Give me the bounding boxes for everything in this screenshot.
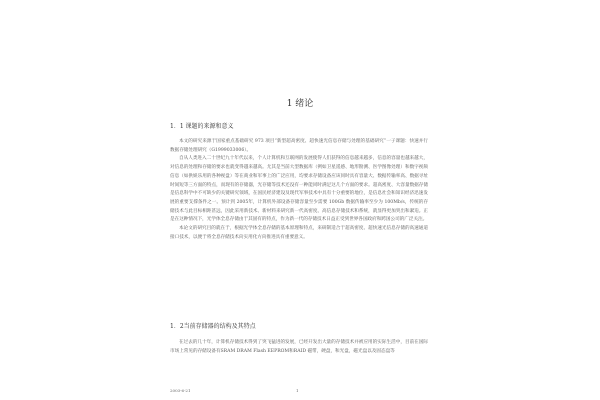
page-number: 1 [296,388,299,393]
section-heading-1-1: 1．1 课题的来源和意义 [170,123,234,130]
section-1-1-body [170,138,428,242]
paragraph: 在过去的几十年，计算机存储技术得到了突飞猛进的发展，已经开发出大量的存储技术并被应用的实际生活中，目前在国际市场上常见的存储设备有SRAM DRAM Flash EEPROM和RAID 磁带，硬盘，和光盘，磁光盘以及固态盘等 [170,340,428,354]
chapter-title: 1 绪论 [286,99,314,109]
paragraph: 本文的研究来源于国家重点基础研究 973 项目“新型超高密度、超快速光信息存储与处理的基础研究”一子课题：快速并行数据存储处理研究（G1999033006）。 [170,139,428,153]
paragraph: 本论文的研究目的就在于，根据光学体全息存储的基本原理和特点，来研制适合于超高密度、超快速光信息存储的高速通道接口技术，以便于将全息存储技术向实用化方向推进具有重要意义。 [170,226,428,240]
paragraph: 自从人类进入二十世纪九十年代以来，个人计算机和互联网的发展使得人们获得的信息越来越多，信息的容量也越来越大，对信息的处理和存储的要求也就变得越来越高。尤其是当前大型数据库（例如卫星遥感、地形勘测、医学图像处理）和数字视频信息（如供娱乐用的各种视盘）等在商业和军事上的广泛应用，均要求存储设备应该同时具有容量大、数据传输率高、数据寻址时间短等三方面的特点，而现有的存储器，光存储等技术还没有一种能同时满足这几个方面的要求。超高密度、大容量数据存储是信息科学中不可缺少的关键研究领域，在国民经济建设及现代军事技术中具有十分重要的地位，是信息社会和知识经济迅速发展的重要支撑条件之一。预计到 2005年，计算机外部设备存储容量至少需要 100Gb 数据传输率至少为 100Mb/s，传统的存储技术与此目标相距甚远，因此采用新技术、新材料来研究新一代高密度、高信息存储技术和系统，就显得更加突出和紧迫。正是在这种情况下，光学体全息存储由于其固有的特点，作为新一代的存储技术日益正受到世界各国政府和跨国公司的广泛关注。 [170,156,428,223]
footer-date: 2003-6-21 [170,388,191,393]
section-heading-1-2: 1．2当前存储器的结构及其特点 [170,323,256,330]
section-1-2-body [170,339,428,356]
